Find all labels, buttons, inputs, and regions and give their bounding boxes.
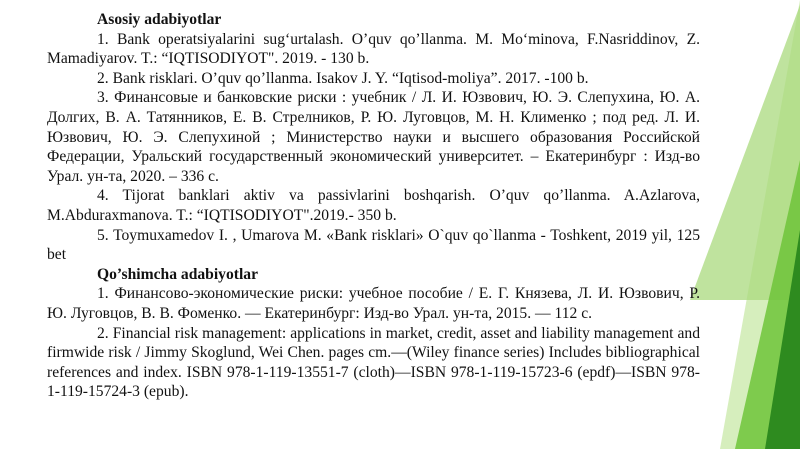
main-literature-item-3: 3. Финансовые и банковские риски : учебник / Л. И. Юзвович, Ю. Э. Слепухина, Ю. А. Долгих, В. А. Татянников, Е. В. Стрелников, Р. Ю. Луговцов, М. Н. Клименко ; под ред. Л. И. Юзвович, Ю. Э. Слепухиной ; Министерство науки и высшего образования Российской Федерации, Уральский государственный экономический университет. – Екатеринбург : Изд-во Урал. ун-та, 2020. – 336 с. [47, 89, 700, 185]
additional-literature-item-2: 2. Financial risk management: applications in market, credit, asset and liability management and firmwide risk / Jimmy Skoglund, Wei Chen. pages cm.—(Wiley finance series) Includes bibliographical references and index. ISBN 978-1-119-13551-7 (cloth)—ISBN 978-1-119-15723-6 (epdf)—ISBN 978-1-119-15724-3 (epub). [47, 324, 700, 401]
main-literature-item-5: 5. Toymuxamedov I. , Umarova M. «Bank risklari» O`quv qo`llanma - Toshkent, 2019 yil, 125 bet [47, 226, 700, 264]
additional-literature-heading: Qo’shimcha adabiyotlar [97, 265, 259, 283]
main-literature-item-4: 4. Tijorat banklari aktiv va passivlarini boshqarish. O’quv qo’llanma. A.Azlarova, M.Abduraxmanova. T.: “IQTISODIYOT".2019.- 350 b. [47, 187, 700, 224]
main-literature-item-1: 1. Bank operatsiyalarini sug‘urtalash. O’quv qo’llanma. M. Mo‘minova, F.Nasriddinov, Z. Mamadiyarov. T.: “IQTISODIYOT". 2019. - 130 b. [47, 30, 700, 68]
main-literature-heading: Asosiy adabiyotlar [97, 11, 222, 28]
bibliography-text [47, 10, 700, 402]
main-literature-item-2: 2. Bank risklari. O’quv qo’llanma. Isakov J. Y. “Iqtisod-moliya”. 2017. -100 b. [97, 69, 589, 87]
additional-literature-item-1: 1. Финансово-экономические риски: учебное пособие / Е. Г. Князева, Л. И. Юзвович, Р. Ю. Луговцов, В. В. Фоменко. — Екатеринбург: Изд-во Урал. ун-та, 2015. — 112 с. [47, 285, 700, 322]
